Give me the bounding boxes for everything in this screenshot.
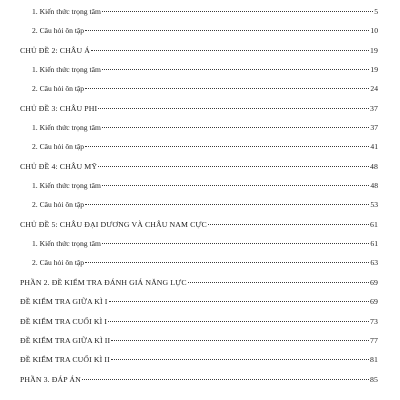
dot-leader	[108, 321, 369, 322]
toc-exam-entry[interactable]	[20, 331, 378, 350]
toc-entry-label: CHỦ ĐỀ 3: CHÂU PHI	[20, 103, 98, 113]
toc-exam-entry[interactable]	[20, 350, 378, 369]
dot-leader	[85, 88, 369, 89]
toc-entry[interactable]	[20, 176, 378, 195]
toc-entry-label: ĐỀ KIỂM TRA GIỮA KÌ II	[20, 335, 111, 345]
toc-entry-label: 1. Kiến thức trọng tâm	[32, 65, 101, 75]
toc-entry-label: 1. Kiến thức trọng tâm	[32, 181, 101, 191]
toc-entry-label: ĐỀ KIỂM TRA CUỐI KÌ I	[20, 316, 108, 326]
toc-entry-label: PHẦN 2. ĐỀ KIỂM TRA ĐÁNH GIÁ NĂNG LỰC	[20, 277, 187, 287]
toc-entry-page: 73	[370, 316, 378, 326]
toc-chapter-entry[interactable]	[20, 215, 378, 234]
toc-chapter-entry[interactable]	[20, 157, 378, 176]
toc-entry-page: 53	[370, 200, 378, 210]
toc-entry-label: 2. Câu hỏi ôn tập	[32, 258, 85, 268]
toc-entry-page: 19	[370, 45, 378, 55]
toc-entry-label: 1. Kiến thức trọng tâm	[32, 239, 101, 249]
toc-entry[interactable]	[20, 21, 378, 40]
toc-entry-page: 61	[370, 219, 378, 229]
dot-leader	[102, 243, 370, 244]
toc-entry-label: 1. Kiến thức trọng tâm	[32, 123, 101, 133]
toc-entry-page: 69	[370, 297, 378, 307]
toc-entry-label: PHẦN 3. ĐÁP ÁN	[20, 374, 81, 384]
dot-leader	[91, 50, 369, 51]
dot-leader	[85, 30, 369, 31]
dot-leader	[98, 166, 369, 167]
toc-entry[interactable]	[20, 253, 378, 272]
toc-entry-page: 48	[370, 161, 378, 171]
dot-leader	[85, 262, 369, 263]
toc-entry-label: ĐỀ KIỂM TRA CUỐI KÌ II	[20, 355, 110, 365]
toc-entry[interactable]	[20, 137, 378, 156]
toc-exam-entry[interactable]	[20, 312, 378, 331]
dot-leader	[85, 146, 369, 147]
toc-entry-page: 77	[370, 335, 378, 345]
toc-exam-entry[interactable]	[20, 292, 378, 311]
dot-leader	[109, 301, 370, 302]
dot-leader	[111, 359, 369, 360]
toc-entry-page: 48	[370, 181, 378, 191]
toc-entry[interactable]	[20, 60, 378, 79]
toc-entry-page: 37	[370, 103, 378, 113]
dot-leader	[102, 185, 370, 186]
dot-leader	[102, 11, 373, 12]
toc-entry-page: 85	[370, 374, 378, 384]
toc-entry-page: 63	[370, 258, 378, 268]
table-of-contents	[20, 2, 378, 389]
toc-chapter-entry[interactable]	[20, 99, 378, 118]
toc-entry-page: 37	[370, 123, 378, 133]
dot-leader	[102, 69, 370, 70]
toc-entry[interactable]	[20, 234, 378, 253]
dot-leader	[208, 224, 369, 225]
dot-leader	[188, 282, 369, 283]
toc-entry-label: 2. Câu hỏi ôn tập	[32, 200, 85, 210]
toc-entry-label: 1. Kiến thức trọng tâm	[32, 7, 101, 16]
toc-entry-label: ĐỀ KIỂM TRA GIỮA KÌ I	[20, 297, 108, 307]
toc-entry-label: 2. Câu hỏi ôn tập	[32, 84, 85, 94]
toc-entry[interactable]	[20, 2, 378, 21]
toc-entry-page: 5	[374, 7, 378, 16]
toc-entry-page: 10	[370, 26, 378, 36]
dot-leader	[98, 108, 369, 109]
dot-leader	[85, 204, 369, 205]
toc-entry-page: 41	[370, 142, 378, 152]
toc-part-entry[interactable]	[20, 370, 378, 389]
dot-leader	[102, 127, 370, 128]
toc-entry[interactable]	[20, 79, 378, 98]
toc-chapter-entry[interactable]	[20, 41, 378, 60]
toc-entry-page: 19	[370, 65, 378, 75]
toc-entry-page: 24	[370, 84, 378, 94]
toc-entry-label: CHỦ ĐỀ 5: CHÂU ĐẠI DƯƠNG VÀ CHÂU NAM CỰC	[20, 219, 207, 229]
toc-entry-label: CHỦ ĐỀ 4: CHÂU MỸ	[20, 161, 98, 171]
toc-entry-page: 69	[370, 277, 378, 287]
dot-leader	[82, 379, 369, 380]
toc-entry[interactable]	[20, 195, 378, 214]
toc-entry-page: 81	[370, 355, 378, 365]
dot-leader	[111, 340, 369, 341]
toc-entry-label: 2. Câu hỏi ôn tập	[32, 142, 85, 152]
toc-entry-page: 61	[370, 239, 378, 249]
toc-entry-label: CHỦ ĐỀ 2: CHÂU Á	[20, 45, 91, 55]
toc-entry-label: 2. Câu hỏi ôn tập	[32, 26, 85, 36]
toc-part-entry[interactable]	[20, 273, 378, 292]
toc-entry[interactable]	[20, 118, 378, 137]
